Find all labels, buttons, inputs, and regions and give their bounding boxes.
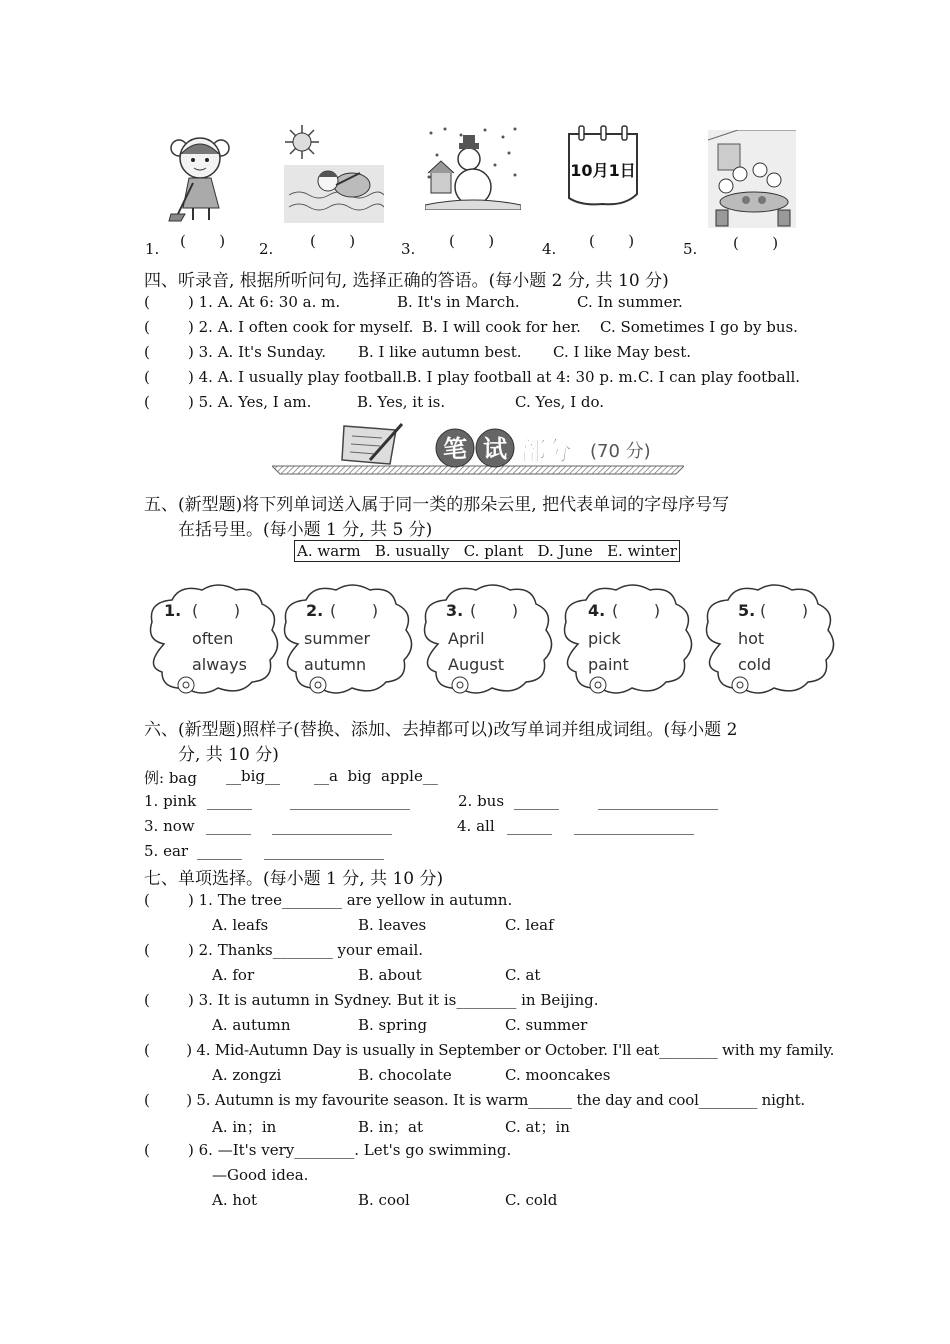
sec6-item-5-label: 5. ear (144, 842, 189, 860)
cloud-4-number: 4. (588, 601, 606, 620)
section-6-title-line2: 分, 共 10 分) (178, 745, 279, 765)
cloud-3-answer-paren[interactable]: ( ) (470, 601, 519, 620)
sec7-q6-stem[interactable]: ( ) 6. —It's very________. Let's go swimming. (144, 1141, 512, 1159)
picture-answer-paren-2[interactable]: ( ) (310, 232, 356, 250)
cloud-2-number: 2. (306, 601, 324, 620)
sec7-q4-option-c: C. mooncakes (505, 1066, 611, 1084)
calendar-icon (565, 124, 641, 208)
sec4-q5-option-b: B. Yes, it is. (357, 393, 446, 411)
sec6-item-5-phrase-blank[interactable]: ________________ (264, 842, 384, 860)
sec7-q1-option-c: C. leaf (505, 916, 554, 934)
sec6-item-3-label: 3. now (144, 817, 195, 835)
cloud-3-word-2: August (448, 655, 504, 674)
boy-swimming-sun-icon (284, 125, 384, 223)
cloud-3-number: 3. (446, 601, 464, 620)
snowman-icon (425, 125, 521, 210)
sec6-item-3-word-blank[interactable]: ______ (206, 817, 251, 835)
sec4-q4-stem[interactable]: ( ) 4. A. I usually play football. (144, 368, 407, 386)
word-choice-box: A. warm B. usually C. plant D. June E. winter (294, 540, 680, 562)
picture-answer-paren-3[interactable]: ( ) (449, 232, 495, 250)
picture-label-1: 1. (145, 240, 160, 258)
banner-word-part: 部分 (520, 437, 573, 467)
sec6-item-4-label: 4. all (457, 817, 495, 835)
cloud-1 (151, 585, 278, 693)
sec7-q5-stem[interactable]: ( ) 5. Autumn is my favourite season. It is warm______ the day and cool________ night. (144, 1091, 805, 1109)
banner-char-1: 笔 (443, 435, 467, 463)
example-label: 例: bag (144, 769, 197, 787)
sec4-q3-option-b: B. I like autumn best. (358, 343, 522, 361)
picture-label-3: 3. (401, 240, 416, 258)
cloud-5-word-2: cold (738, 655, 772, 674)
cloud-2-word-2: autumn (304, 655, 367, 674)
cloud-5-number: 5. (738, 601, 756, 620)
sec7-q6-option-a: A. hot (212, 1191, 258, 1209)
sec4-q2-option-b: B. I will cook for her. (422, 318, 581, 336)
cloud-1-number: 1. (164, 601, 182, 620)
cloud-row (140, 578, 840, 698)
sec4-q3-stem[interactable]: ( ) 3. A. It's Sunday. (144, 343, 326, 361)
sec4-q5-option-c: C. Yes, I do. (515, 393, 605, 411)
section-4-title: 四、听录音, 根据所听问句, 选择正确的答语。(每小题 2 分, 共 10 分) (144, 271, 669, 291)
sec4-q2-option-c: C. Sometimes I go by bus. (600, 318, 798, 336)
sec7-q5-option-b: B. in；at (358, 1118, 423, 1136)
sec7-q5-option-a: A. in；in (212, 1118, 277, 1136)
cloud-5 (707, 585, 834, 693)
cloud-5-word-1: hot (738, 629, 765, 648)
sec6-item-1-phrase-blank[interactable]: ________________ (290, 792, 410, 810)
sec4-q1-option-b: B. It's in March. (397, 293, 520, 311)
sec7-q4-option-a: A. zongzi (212, 1066, 282, 1084)
picture-label-4: 4. (542, 240, 557, 258)
sec7-q2-option-a: A. for (212, 966, 255, 984)
sec7-q6-option-c: C. cold (505, 1191, 558, 1209)
example-answer-word: __big__ (226, 767, 281, 785)
section-5-title-line2: 在括号里。(每小题 1 分, 共 5 分) (178, 520, 433, 540)
sec7-q1-option-a: A. leafs (212, 916, 269, 934)
cloud-4-word-1: pick (588, 629, 621, 648)
cloud-4-word-2: paint (588, 655, 629, 674)
sec6-item-2-label: 2. bus (458, 792, 505, 810)
sec4-q4-option-c: C. I can play football. (638, 368, 801, 386)
picture-label-5: 5. (683, 240, 698, 258)
example-answer-phrase: __a big apple__ (314, 767, 438, 785)
sec4-q2-stem[interactable]: ( ) 2. A. I often cook for myself. (144, 318, 414, 336)
sec7-q1-stem[interactable]: ( ) 1. The tree________ are yellow in autumn. (144, 891, 513, 909)
cloud-4-answer-paren[interactable]: ( ) (612, 601, 661, 620)
cloud-3-word-1: April (448, 629, 485, 648)
sec7-q2-stem[interactable]: ( ) 2. Thanks________ your email. (144, 941, 424, 959)
sec6-item-1-label: 1. pink (144, 792, 197, 810)
sec7-q3-stem[interactable]: ( ) 3. It is autumn in Sydney. But it is________ in Beijing. (144, 991, 599, 1009)
sec7-q3-option-a: A. autumn (212, 1016, 291, 1034)
cloud-1-word-2: always (192, 655, 247, 674)
cloud-3 (425, 585, 552, 693)
banner-char-2: 试 (483, 435, 507, 463)
calendar-date-text: 10月1日 (570, 161, 636, 180)
cloud-2-answer-paren[interactable]: ( ) (330, 601, 379, 620)
sec7-q2-option-b: B. about (358, 966, 422, 984)
sec4-q1-option-c: C. In summer. (577, 293, 683, 311)
cloud-2 (285, 585, 412, 693)
sec6-item-4-phrase-blank[interactable]: ________________ (574, 817, 694, 835)
sec4-q4-option-b: B. I play football at 4: 30 p. m. (406, 368, 638, 386)
sec7-q4-stem[interactable]: ( ) 4. Mid-Autumn Day is usually in September or October. I'll eat________ with my family. (144, 1041, 835, 1059)
section-6-title-line1: 六、(新型题)照样子(替换、添加、去掉都可以)改写单词并组成词组。(每小题 2 (144, 720, 738, 740)
sec4-q3-option-c: C. I like May best. (553, 343, 692, 361)
girl-sweeping-icon (163, 128, 241, 223)
cloud-1-answer-paren[interactable]: ( ) (192, 601, 241, 620)
picture-answer-paren-5[interactable]: ( ) (733, 234, 779, 252)
picture-label-2: 2. (259, 240, 274, 258)
picture-answer-paren-1[interactable]: ( ) (180, 232, 226, 250)
cloud-5-answer-paren[interactable]: ( ) (760, 601, 809, 620)
sec7-q6-stem-reply: —Good idea. (212, 1166, 309, 1184)
sec6-item-1-word-blank[interactable]: ______ (207, 792, 252, 810)
sec7-q5-option-c: C. at；in (505, 1118, 570, 1136)
cloud-4 (565, 585, 692, 693)
sec4-q5-stem[interactable]: ( ) 5. A. Yes, I am. (144, 393, 312, 411)
banner-score: (70 分) (590, 441, 651, 462)
family-dinner-icon (708, 130, 796, 228)
sec7-q1-option-b: B. leaves (358, 916, 427, 934)
sec7-q4-option-b: B. chocolate (358, 1066, 452, 1084)
sec6-item-3-phrase-blank[interactable]: ________________ (272, 817, 392, 835)
picture-answer-paren-4[interactable]: ( ) (589, 232, 635, 250)
sec7-q3-option-b: B. spring (358, 1016, 428, 1034)
sec6-item-5-word-blank[interactable]: ______ (197, 842, 242, 860)
sec4-q1-stem[interactable]: ( ) 1. A. At 6: 30 a. m. (144, 293, 341, 311)
section-5-title-line1: 五、(新型题)将下列单词送入属于同一类的那朵云里, 把代表单词的字母序号写 (144, 495, 730, 515)
sec6-item-4-word-blank[interactable]: ______ (507, 817, 552, 835)
sec6-item-2-phrase-blank[interactable]: ________________ (598, 792, 718, 810)
sec6-item-2-word-blank[interactable]: ______ (514, 792, 559, 810)
cloud-1-word-1: often (192, 629, 234, 648)
cloud-2-word-1: summer (304, 629, 371, 648)
sec7-q6-option-b: B. cool (358, 1191, 410, 1209)
sec7-q3-option-c: C. summer (505, 1016, 588, 1034)
written-part-banner (272, 420, 684, 476)
section-7-title: 七、单项选择。(每小题 1 分, 共 10 分) (144, 869, 444, 889)
sec7-q2-option-c: C. at (505, 966, 541, 984)
